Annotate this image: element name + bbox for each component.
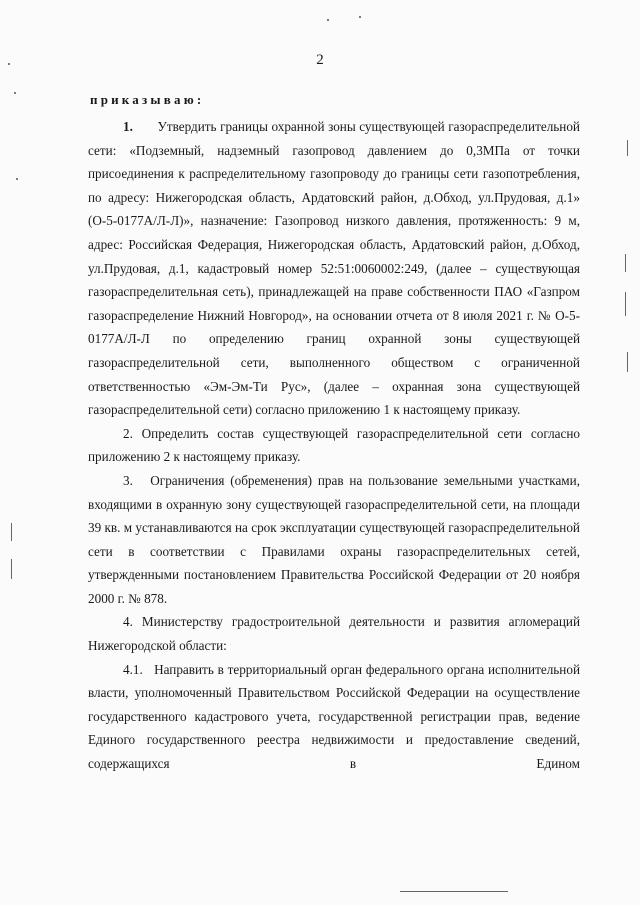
paragraph-1 [88,115,580,422]
scan-mark [627,140,628,156]
item-text: Ограничения (обременения) прав на пользование земельными участками, входящими в охранную зону существующей газораспределительной сети, на площади 39 кв. м устанавливаются на срок эксплуатации существующей газораспределительной сети в соответствии с Правилами охраны газораспределительных сетей, утвержденными постановлением Правительства Российской Федерации от 20 ноября 2000 г. № 878. [88,472,580,606]
item-text: Министерству градостроительной деятельности и развития агломераций Нижегородской области: [88,614,581,654]
scan-mark [625,254,626,272]
paragraph-3 [88,469,580,611]
paragraph-2 [88,422,580,469]
paragraph-4 [88,610,580,657]
paragraph-4-1 [88,658,580,776]
item-text: Утвердить границы охранной зоны существующей газораспределительной сети: «Подземный, надземный газопровод давлением до 0,3МПа от точки присоединения к распределительному газопроводу до границы сети газопотребления, по адресу: Нижегородская область, Ардатовский район, д.Обход, ул.Прудовая, д.1» (О-5-0177А/Л-Л)», назначение: Газопровод низкого давления, протяженность: 9 м, адрес: Российская Федерация, Нижегородская область, Ардатовский район, д.Обход, ул.Прудовая, д.1, кадастровый номер 52:51:0060002:249, (далее – существующая газораспределительная сеть), принадлежащей на праве собственности ПАО «Газпром газораспределение Нижний Новгород», на основании отчета от 8 июля 2021 г. № О-5-0177А/Л-Л по определению границ охранной зоны существующей газораспределительной сети, выполненного обществом с ограниченной ответственностью «Эм-Эм-Ти Рус», (далее – охранная зона существующей газораспределительной сети) согласно приложению 1 к настоящему приказу. [88,119,580,418]
scan-speck [16,178,18,180]
item-number: 3. [123,472,133,488]
scan-mark [11,559,12,579]
item-text: Определить состав существующей газораспределительной сети согласно приложению 2 к настоящему приказу. [88,425,581,465]
item-text: Направить в территориальный орган федерального органа исполнительной власти, уполномоченный Правительством Российской Федерации на осуществление государственного кадастрового учета, государственной регистрации прав, ведение Единого государственного реестра недвижимости и предоставление сведений, содержащихся в Едином [88,661,580,772]
scan-mark [11,523,12,541]
scan-speck [359,16,361,18]
scan-mark [625,292,626,316]
order-heading: приказываю: [90,92,205,107]
page-number: 2 [316,52,324,68]
scan-speck [14,92,16,94]
item-number: 1. [123,119,133,134]
scan-speck [327,19,329,21]
item-number: 4.1. [123,661,143,677]
footer-rule [400,891,508,892]
scan-mark [627,352,628,372]
item-number: 4. [123,614,133,630]
item-number: 2. [123,425,133,441]
scan-speck [8,63,10,65]
document-body [88,115,580,776]
